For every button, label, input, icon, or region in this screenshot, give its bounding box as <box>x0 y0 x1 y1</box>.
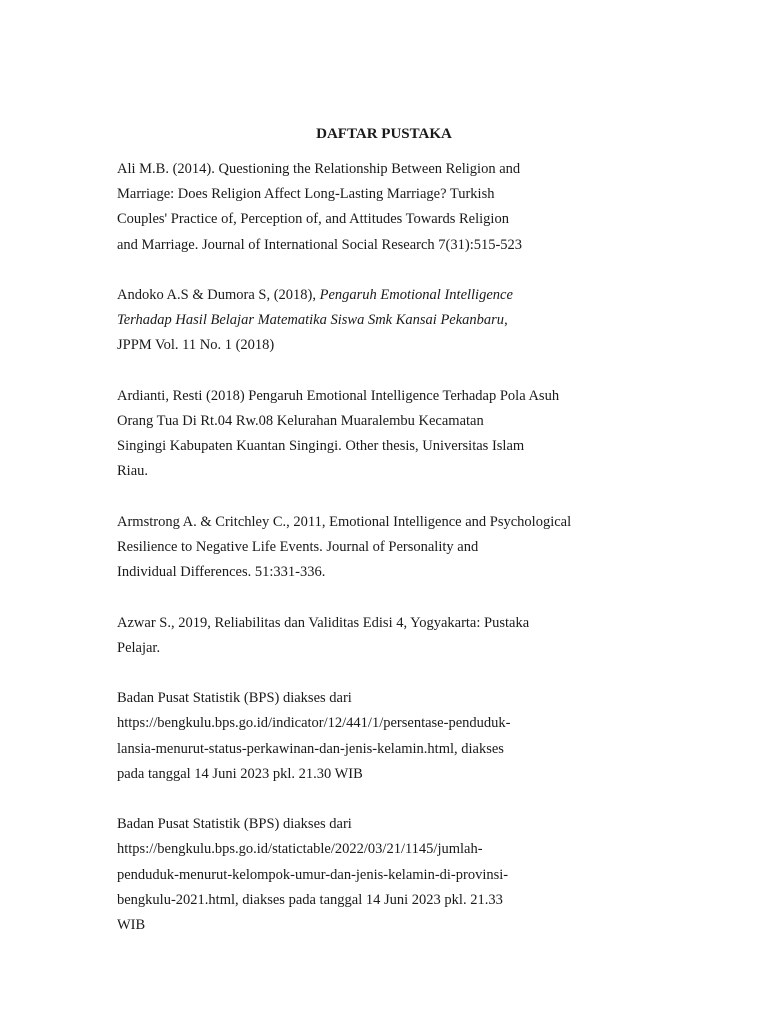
reference-url-line: https://bengkulu.bps.go.id/statictable/2022/03/21/1145/jumlah- <box>117 841 483 858</box>
reference-line: Armstrong A. & Critchley C., 2011, Emotional Intelligence and Psychological <box>117 513 572 530</box>
reference-line: Singingi Kabupaten Kuantan Singingi. Other thesis, Universitas Islam <box>117 438 525 455</box>
reference-line: Ardianti, Resti (2018) Pengaruh Emotional Intelligence Terhadap Pola Asuh <box>117 387 560 404</box>
reference-line: Riau. <box>117 463 149 480</box>
reference-line: Azwar S., 2019, Reliabilitas dan Validitas Edisi 4, Yogyakarta: Pustaka <box>117 614 530 631</box>
reference-line: WIB <box>117 917 146 933</box>
reference-line: Ali M.B. (2014). Questioning the Relationship Between Religion and <box>117 161 521 177</box>
reference-list <box>117 157 617 963</box>
reference-line: and Marriage. Journal of International Social Research 7(31):515-523 <box>117 236 523 253</box>
reference-line: Pelajar. <box>117 639 161 656</box>
reference-url-line: lansia-menurut-status-perkawinan-dan-jenis-kelamin.html, diakses <box>117 740 504 757</box>
reference-line <box>117 308 617 333</box>
reference-authors: Andoko A.S & Dumora S, (2018), <box>117 287 320 303</box>
reference-url-line: https://bengkulu.bps.go.id/indicator/12/441/1/persentase-penduduk- <box>117 715 511 732</box>
reference-entry <box>117 611 617 661</box>
reference-title-italic: Pengaruh Emotional Intelligence <box>319 287 513 303</box>
page-title: DAFTAR PUSTAKA <box>316 126 452 142</box>
reference-line <box>117 283 617 308</box>
reference-entry <box>117 510 617 586</box>
reference-line: pada tanggal 14 Juni 2023 pkl. 21.30 WIB <box>117 765 363 782</box>
reference-url-line: penduduk-menurut-kelompok-umur-dan-jenis-kelamin-di-provinsi- <box>117 866 509 883</box>
reference-entry <box>117 157 617 258</box>
reference-line: JPPM Vol. 11 No. 1 (2018) <box>117 337 275 354</box>
reference-entry <box>117 686 617 787</box>
reference-line: Couples' Practice of, Perception of, and Attitudes Towards Religion <box>117 211 509 228</box>
reference-line: Individual Differences. 51:331-336. <box>117 564 326 581</box>
reference-title-italic: Terhadap Hasil Belajar Matematika Siswa Smk Kansai Pekanbaru <box>117 312 505 329</box>
reference-entry <box>117 283 617 359</box>
reference-url-line: bengkulu-2021.html, diakses pada tanggal 14 Juni 2023 pkl. 21.33 <box>117 891 503 908</box>
reference-entry <box>117 384 617 485</box>
reference-punctuation: , <box>504 312 508 329</box>
reference-line: Marriage: Does Religion Affect Long-Lasting Marriage? Turkish <box>117 186 495 203</box>
reference-line: Resilience to Negative Life Events. Journal of Personality and <box>117 539 479 555</box>
reference-line: Badan Pusat Statistik (BPS) diakses dari <box>117 690 352 707</box>
reference-line: Badan Pusat Statistik (BPS) diakses dari <box>117 816 352 833</box>
reference-entry <box>117 812 617 938</box>
reference-line: Orang Tua Di Rt.04 Rw.08 Kelurahan Muaralembu Kecamatan <box>117 413 484 429</box>
